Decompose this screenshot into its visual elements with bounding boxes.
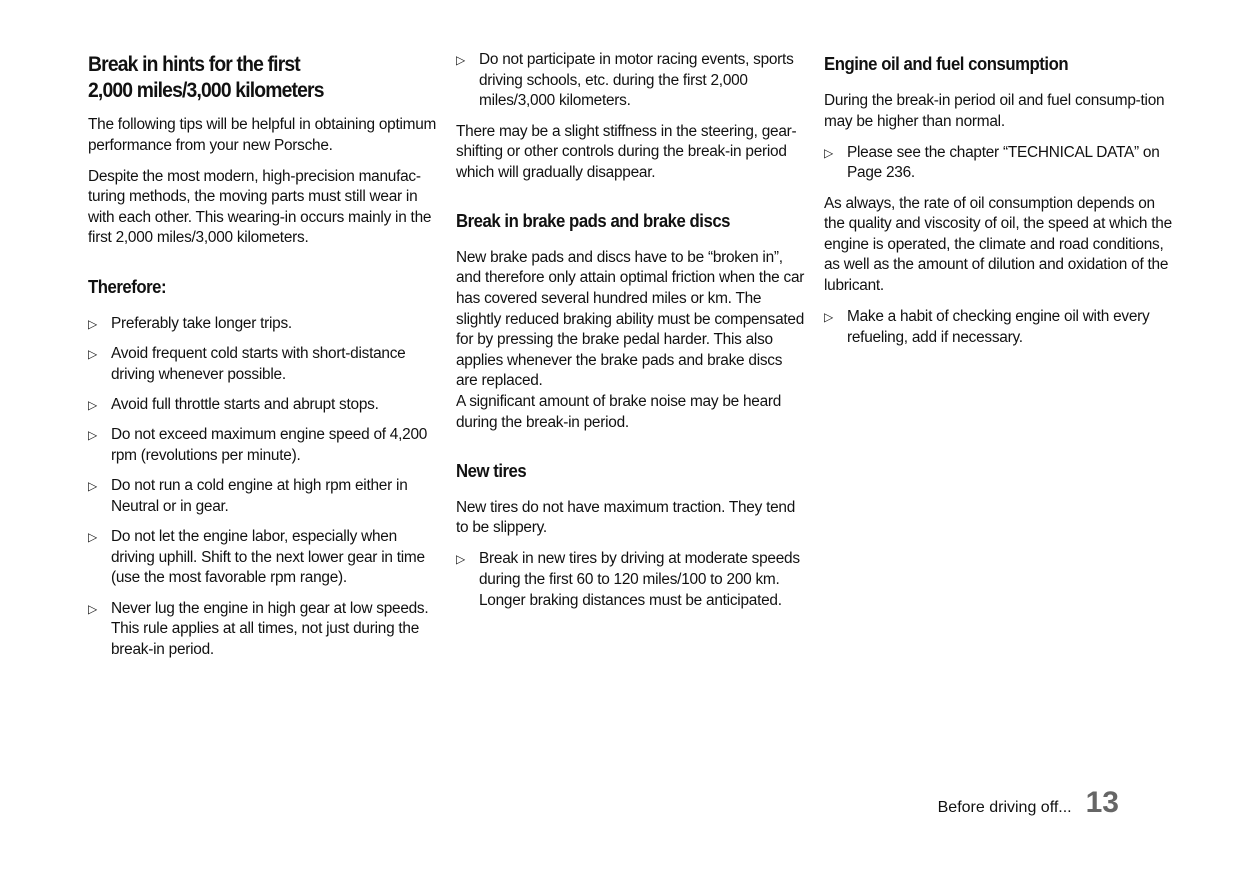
brake-noise-paragraph: A significant amount of brake noise may be heard during the break-in period. xyxy=(456,393,782,431)
list-item: ▷ Do not exceed maximum engine speed of 4,200 rpm (revolutions per minute). xyxy=(88,426,428,464)
triangle-bullet-icon: ▷ xyxy=(88,479,97,494)
page-number: 13 xyxy=(1085,786,1119,819)
brake-paragraph: New brake pads and discs have to be “broken in”, and therefore only attain optimal friction when the car has covered several hundred miles or km. The slightly reduced braking ability must be compensated for by pressing the brake pedal harder. This also applies whenever the brake pads and brake discs are replaced. xyxy=(456,248,805,390)
tires-heading: New tires xyxy=(456,460,527,481)
oil-rate-paragraph: As always, the rate of oil consumption depends on the quality and viscosity of oil, the speed at which the engine is operated, the climate and road conditions, as well as the amount of dilution and oxidation of the lubricant. xyxy=(824,194,1172,295)
triangle-bullet-icon: ▷ xyxy=(824,145,833,160)
page-footer xyxy=(938,786,1119,820)
wearing-in-paragraph: Despite the most modern, high-precision manufac-turing methods, the moving parts must still wear in with each other. This wearing-in occurs mainly in the first 2,000 miles/3,000 kilometers. xyxy=(88,167,432,247)
racing-list xyxy=(456,50,806,112)
therefore-heading: Therefore: xyxy=(88,276,167,297)
list-item: ▷ Avoid frequent cold starts with short-distance driving whenever possible. xyxy=(88,344,406,383)
triangle-bullet-icon: ▷ xyxy=(88,428,97,443)
tires-list xyxy=(456,549,806,611)
engine-oil-heading: Engine oil and fuel consumption xyxy=(824,54,1069,74)
consumption-paragraph: During the break-in period oil and fuel consump-tion may be higher than normal. xyxy=(824,92,1165,130)
break-in-tips-list xyxy=(88,314,438,661)
list-item: ▷ Please see the chapter “TECHNICAL DATA” on Page 236. xyxy=(824,143,1160,182)
brake-heading: Break in brake pads and brake discs xyxy=(456,210,731,231)
column-2 xyxy=(456,50,806,621)
triangle-bullet-icon: ▷ xyxy=(88,346,97,361)
list-item: ▷ Do not participate in motor racing events, sports driving schools, etc. during the first 2,000 miles/3,000 kilometers. xyxy=(456,51,794,110)
tires-paragraph: New tires do not have maximum traction. They tend to be slippery. xyxy=(456,498,796,537)
triangle-bullet-icon: ▷ xyxy=(824,310,833,325)
list-item: ▷ Preferably take longer trips. xyxy=(88,314,438,335)
stiffness-paragraph: There may be a slight stiffness in the steering, gear-shifting or other controls during the break-in period which will gradually disappear. xyxy=(456,122,797,181)
list-item: ▷ Never lug the engine in high gear at low speeds. This rule applies at all times, not just during the break-in period. xyxy=(88,599,429,659)
oil-check-list xyxy=(824,307,1174,348)
list-item: ▷ Make a habit of checking engine oil with every refueling, add if necessary. xyxy=(824,308,1150,346)
column-1 xyxy=(88,50,438,670)
triangle-bullet-icon: ▷ xyxy=(88,397,97,412)
section-title: Before driving off... xyxy=(937,799,1072,816)
page-title-line-1: Break in hints for the first xyxy=(88,53,300,76)
technical-data-list xyxy=(824,143,1174,184)
intro-paragraph: The following tips will be helpful in obtaining optimum performance from your new Porsche. xyxy=(88,116,437,154)
triangle-bullet-icon: ▷ xyxy=(88,316,97,331)
page-title-line-2: 2,000 miles/3,000 kilometers xyxy=(88,78,324,102)
triangle-bullet-icon: ▷ xyxy=(456,53,465,67)
list-item: ▷ Do not let the engine labor, especially when driving uphill. Shift to the next lower gear in time (use the most favorable rpm range). xyxy=(88,528,425,587)
triangle-bullet-icon: ▷ xyxy=(88,601,97,616)
list-item: ▷ Break in new tires by driving at moderate speeds during the first 60 to 120 miles/100 to 200 km. Longer braking distances must be anticipated. xyxy=(456,550,800,609)
triangle-bullet-icon: ▷ xyxy=(456,552,465,567)
column-3 xyxy=(824,50,1174,358)
list-item: ▷ Do not run a cold engine at high rpm either in Neutral or in gear. xyxy=(88,477,408,515)
list-item: ▷ Avoid full throttle starts and abrupt stops. xyxy=(88,395,438,416)
triangle-bullet-icon: ▷ xyxy=(88,530,97,545)
page-title xyxy=(88,52,410,103)
